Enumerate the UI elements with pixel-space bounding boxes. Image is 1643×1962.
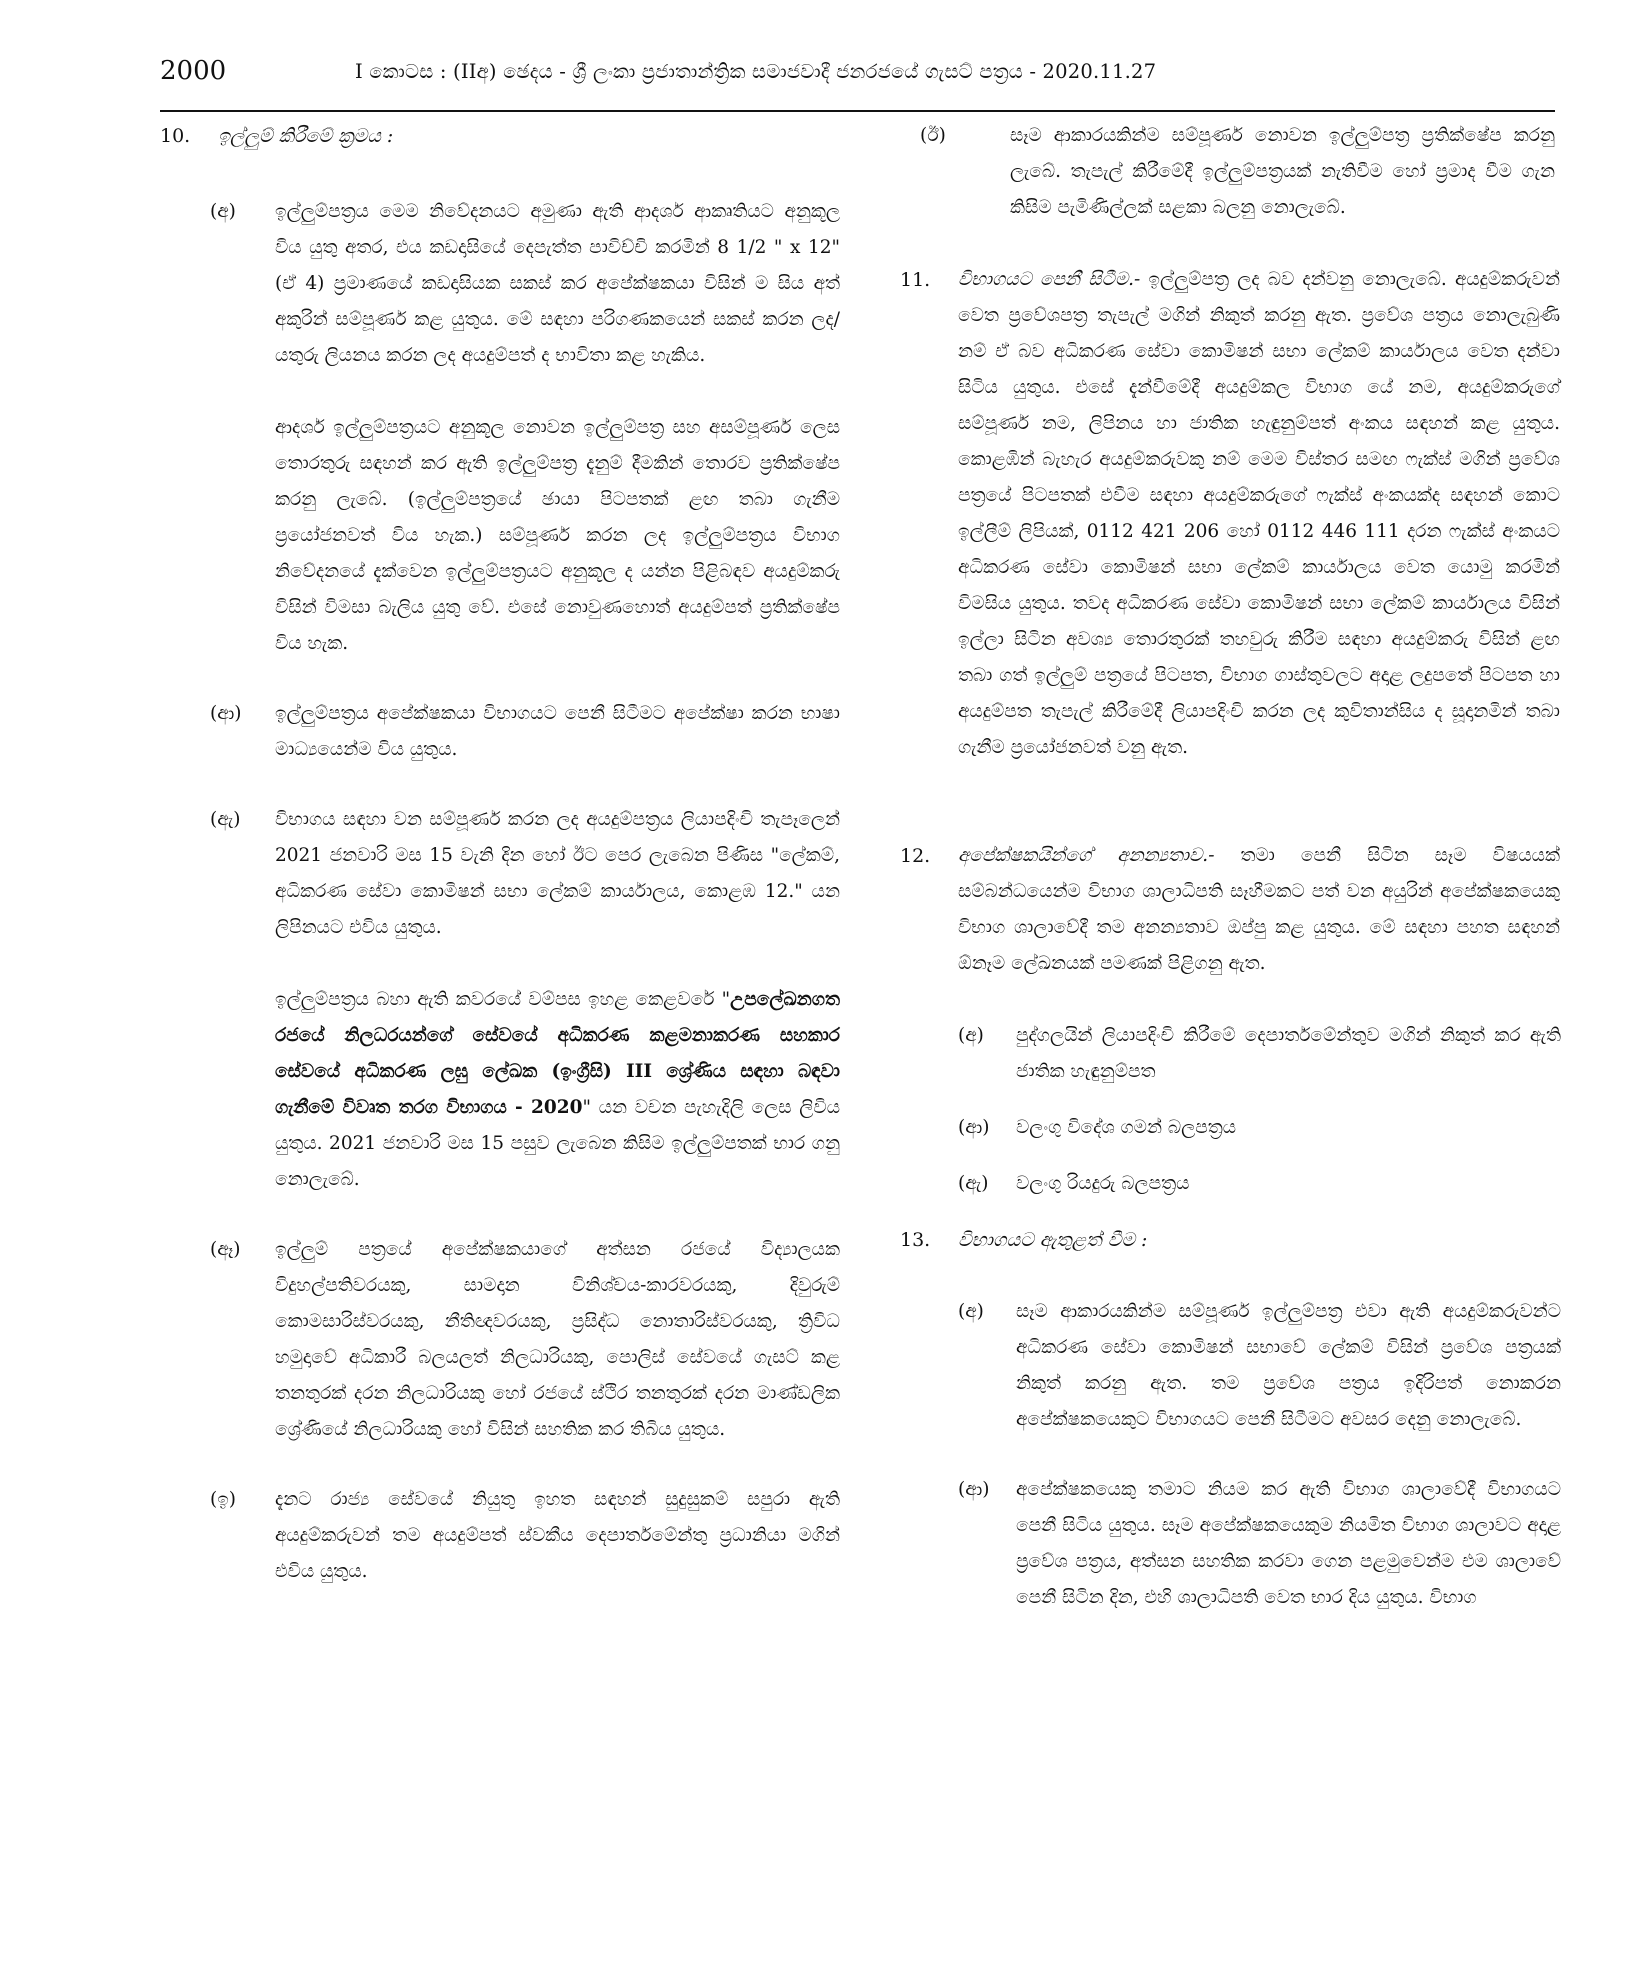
paragraph: සෑම ආකාරයකින්ම සම්පූර්ණ ඉල්ලුම්පත්‍ර එවා ඇති අයදුම්කරුවන්ට අධිකරණ සේවා කොමිෂන් සභාවේ ලේකම් විසින් ප්‍රවේශ පත්‍රයක් නිකුත් කරනු ඇත. තම ප්‍රවේශ පත්‍රය ඉදිරිපත් නොකරන අපේක්ෂකයෙකුට විභාගයට පෙනී සිටීමට අවසර දෙනු නොලැබේ. bbox=[1016, 1301, 1561, 1430]
section-number: 11. bbox=[900, 269, 931, 291]
right-column bbox=[900, 118, 1560, 1616]
paragraph: සෑම ආකාරයකින්ම සම්පූර්ණ නොවන ඉල්ලුම්පත්‍ර ප්‍රතික්ෂේප කරනු ලැබේ. තැපැල් කිරීමේදී ඉල්ලුම්පත්‍රයක් නැතිවීම හෝ ප්‍රමාද වීම ගැන කිසිම පැමිණිල්ලක් සළකා බලනු නොලැබේ. bbox=[1010, 125, 1555, 218]
item-label: (ඉ) bbox=[210, 1489, 237, 1510]
item-label: (අ) bbox=[958, 1301, 984, 1322]
text-run: තමා පෙනී සිටින සෑම විෂයයක් සම්බන්ධයෙන්ම විභාග ශාලාධිපති සෑහීමකට පත් වන අයුරින් අපේක්ෂකයෙකු විභාග ශාලාවේදී තම අනන්‍යතාව ඔප්පු කළ යුතුය. මේ සඳහා පහත සඳහන් ඕනෑම ලේඛනයක් පමණක් පිළිගනු ඇත. bbox=[958, 845, 1560, 974]
item-label: (ආ) bbox=[958, 1479, 990, 1500]
section-13 bbox=[900, 1222, 1560, 1616]
item-label: (අ) bbox=[210, 201, 236, 222]
section-title: ඉල්ලුම් කිරීමේ ක්‍රමය : bbox=[218, 125, 394, 147]
left-column bbox=[160, 118, 840, 1590]
item-a bbox=[210, 194, 840, 662]
paragraph: ඉල්ලුම්පත්‍රය අපේක්ෂකයා විභාගයට පෙනී සිටීමට අපේක්ෂා කරන භාෂා මාධ්‍යයෙන්ම විය යුතුය. bbox=[275, 703, 840, 760]
text-run: ඉල්ලුම්පත්‍රය බහා ඇති කවරයේ වම්පස ඉහළ කෙළවරේ " bbox=[275, 989, 731, 1010]
section-number: 12. bbox=[900, 845, 931, 867]
item-label: (ආ) bbox=[958, 1117, 990, 1138]
item-label: (ඇ) bbox=[210, 809, 241, 830]
page-number: 2000 bbox=[160, 56, 227, 86]
section-title: විභාගයට පෙනී සිටීම.- bbox=[958, 269, 1141, 290]
paragraph: ඉල්ලුම්පත්‍රය මෙම නිවේදනයට අමුණා ඇති ආදර්ශ ආකෘතියට අනුකූල විය යුතු අතර, එය කඩදාසියේ දෙපැත්ත පාවිච්චි කරමින් 8 1/2 " x 12" (ඒ 4) ප්‍රමාණයේ කඩදාසියක සකස් කර අපේක්ෂකයා විසින් ම සිය අත් අකුරින් සම්පූර්ණ කළ යුතුය. මේ සඳහා පරිගණකයෙන් සකස් කරන ලද/ යතුරු ලියනය කරන ලද අයදුම්පත් ද භාවිතා කළ හැකිය. bbox=[275, 201, 840, 366]
item-label: (ඈ) bbox=[210, 1239, 241, 1260]
paragraph bbox=[958, 262, 1560, 766]
item-label: (අ) bbox=[958, 1025, 984, 1046]
item-a bbox=[958, 1294, 1560, 1438]
item-ae bbox=[210, 802, 840, 1198]
item-a bbox=[958, 1018, 1560, 1090]
section-11 bbox=[900, 262, 1560, 766]
item-aa bbox=[210, 696, 840, 768]
paragraph: අපේක්ෂකයෙකු තමාට නියම කර ඇති විභාග ශාලාවේදී විභාගයට පෙනී සිටිය යුතුය. සෑම අපේක්ෂකයෙකුම නියමිත විභාග ශාලාවට අදාළ ප්‍රවේශ පත්‍රය, අත්සන සහතික කරවා ගෙන පළමුවෙන්ම එම ශාලාවේ පෙනී සිටින දින, එහි ශාලාධිපති වෙත භාර දිය යුතුය. විභාග bbox=[1016, 1479, 1561, 1608]
section-10 bbox=[160, 118, 840, 1590]
paragraph bbox=[958, 838, 1560, 982]
exam-title: උපලේඛනගත රජයේ නිලධරයන්ගේ සේවයේ අධිකරණ කළමනාකරණ සහකාර සේවයේ අධිකරණ ලඝු ලේඛක (ඉංග්‍රීසි) III ශ්‍රේණිය සඳහා බඳවා ගැනීමේ විවෘත තරග විභාගය - 2020 bbox=[275, 989, 840, 1118]
item-label: (ඇ) bbox=[958, 1173, 989, 1194]
section-number: 13. bbox=[900, 1229, 931, 1251]
item-ae bbox=[958, 1166, 1560, 1202]
item-i bbox=[210, 1482, 840, 1590]
item-label: (ඊ) bbox=[920, 125, 946, 146]
paragraph: විභාගය සඳහා වන සම්පූර්ණ කරන ලද අයදුම්පත්‍රය ලියාපදිංචි තැපෑලෙන් 2021 ජනවාරි මස 15 වැනි දින හෝ ඊට පෙර ලැබෙන පිණිස "ලේකම්, අධිකරණ සේවා කොමිෂන් සභා ලේකම් කාර්යාලය, කොළඹ 12." යන ලිපිනයට එවිය යුතුය. bbox=[275, 809, 840, 938]
paragraph: පුද්ගලයින් ලියාපදිංචි කිරීමේ දෙපාර්තමේන්තුව මගින් නිකුත් කර ඇති ජාතික හැඳුනුම්පත bbox=[1016, 1025, 1561, 1082]
item-aa bbox=[958, 1472, 1560, 1616]
item-aa bbox=[958, 1110, 1560, 1146]
item-aee bbox=[210, 1232, 840, 1448]
page-header bbox=[160, 50, 1555, 112]
paragraph: ඉල්ලුම් පත්‍රයේ අපේක්ෂකයාගේ අත්සන රජයේ විද්‍යාලයක විදුහල්පතිවරයකු, සාමදාන විනිශ්චය-කාරවරයකු, දිවුරුම් කොමසාරිස්වරයකු, නීතිඥවරයකු, ප්‍රසිද්ධ නොතාරිස්වරයකු, ත්‍රිවිධ හමුදාවේ අධිකාරී බලයලත් නිලධාරියකු, පොලිස් සේවයේ ගැසට් කළ තනතුරක් දරන නිලධාරියකු හෝ රජයේ ස්ථිර තනතුරක් දරන මාණ්ඩලික ශ්‍රේණියේ නිලධාරියකු හෝ විසින් සහතික කර තිබිය යුතුය. bbox=[275, 1239, 840, 1440]
paragraph bbox=[275, 982, 840, 1198]
paragraph: වලංගු රියදුරු බලපත්‍රය bbox=[1016, 1173, 1190, 1194]
paragraph: දැනට රාජ්‍ය සේවයේ නියුතු ඉහත සඳහන් සුදුසුකම් සපුරා ඇති අයදුම්කරුවන් තම අයදුම්පත් ස්වකීය දෙපාර්තමේන්තු ප්‍රධානියා මගින් එවිය යුතුය. bbox=[275, 1489, 840, 1582]
text-run: " යන වචන පැහැදිලි ලෙස ලිවිය යුතුය. 2021 ජනවාරි මස 15 පසුව ලැබෙන කිසිම ඉල්ලුම්පතක් භාර ගනු නොලැබේ. bbox=[275, 1097, 840, 1190]
running-head: I කොටස : (IIඅ) ඡෙදය - ශ්‍රී ලංකා ප්‍රජාතාන්ත්‍රික සමාජවාදී ජනරජයේ ගැසට් පත්‍රය - 2020.11.27 bbox=[355, 60, 1157, 83]
section-title: විභාගයට ඇතුළත් වීම : bbox=[958, 1229, 1148, 1251]
item-ee bbox=[900, 118, 1560, 226]
section-12 bbox=[900, 838, 1560, 1202]
section-title: අපේක්ෂකයින්ගේ අනන්‍යතාව.- bbox=[958, 845, 1215, 866]
item-label: (ආ) bbox=[210, 703, 242, 724]
text-run: ඉල්ලුම්පත්‍ර ලද බව දන්වනු නොලැබේ. අයදුම්කරුවන් වෙත ප්‍රවේශපත්‍ර තැපැල් මගින් නිකුත් කරනු ඇත. ප්‍රවේශ පත්‍රය නොලැබුණි නම් ඒ බව අධිකරණ සේවා කොමිෂන් සභා ලේකම් කාර්යාලය වෙත දන්වා සිටිය යුතුය. එසේ දැන්වීමේදී අයදුම්කල විභාග යේ නම, අයදුම්කරුගේ සම්පූර්ණ නම, ලිපිනය හා ජාතික හැඳුනුම්පත් අංකය සඳහන් කළ යුතුය. කොළඹින් බැහැර අයදුම්කරුවකු නම් මෙම විස්තර සමඟ ෆැක්ස් මගින් ප්‍රවේශ පත්‍රයේ පිටපතක් එවීම සඳහා අයදුම්කරුගේ ෆැක්ස් අංකයක්ද සඳහන් කොට ඉල්ලීම් ලිපියක්, 0112 421 206 හෝ 0112 446 111 දරන ෆැක්ස් අංකයට අධිකරණ සේවා කොමිෂන් සභා ලේකම් කාර්යාලය වෙත යොමු කරමින් විමසිය යුතුය. තවද අධිකරණ සේවා කොමිෂන් සභා ලේකම් කාර්යාලය විසින් ඉල්ලා සිටින අවශ්‍ය තොරතුරක් තහවුරු කිරීම සඳහා අයදුම්කරු විසින් ළඟ තබා ගත් ඉල්ලුම් පත්‍රයේ පිටපත, විභාග ගාස්තුවලට අදාළ ලදුපතේ පිටපත හා අයදුම්පත තැපැල් කිරීමේදී ලියාපදිංචි කරන ලද කුවිතාන්සිය ද සූදානමින් තබා ගැනීම ප්‍රයෝජනවත් වනු ඇත. bbox=[958, 269, 1560, 758]
section-number: 10. bbox=[160, 125, 191, 147]
paragraph: ආදර්ශ ඉල්ලුම්පත්‍රයට අනුකූල නොවන ඉල්ලුම්පත්‍ර සහ අසම්පූර්ණ ලෙස තොරතුරු සඳහන් කර ඇති ඉල්ලුම්පත්‍ර දැනුම් දීමකින් තොරව ප්‍රතික්ෂේප කරනු ලැබේ. (ඉල්ලුම්පත්‍රයේ ඡායා පිටපතක් ළඟ තබා ගැනීම ප්‍රයෝජනවත් විය හැක.) සම්පූර්ණ කරන ලද ඉල්ලුම්පත්‍රය විභාග නිවේදනයේ දැක්වෙන ඉල්ලුම්පත්‍රයට අනුකූල ද යන්න පිළිබඳව අයදුම්කරු විසින් විමසා බැලිය යුතු වේ. එසේ නොවුණහොත් අයදුම්පත් ප්‍රතික්ෂේප විය හැක. bbox=[275, 417, 840, 654]
paragraph: වලංගු විදේශ ගමන් බලපත්‍රය bbox=[1016, 1117, 1237, 1138]
